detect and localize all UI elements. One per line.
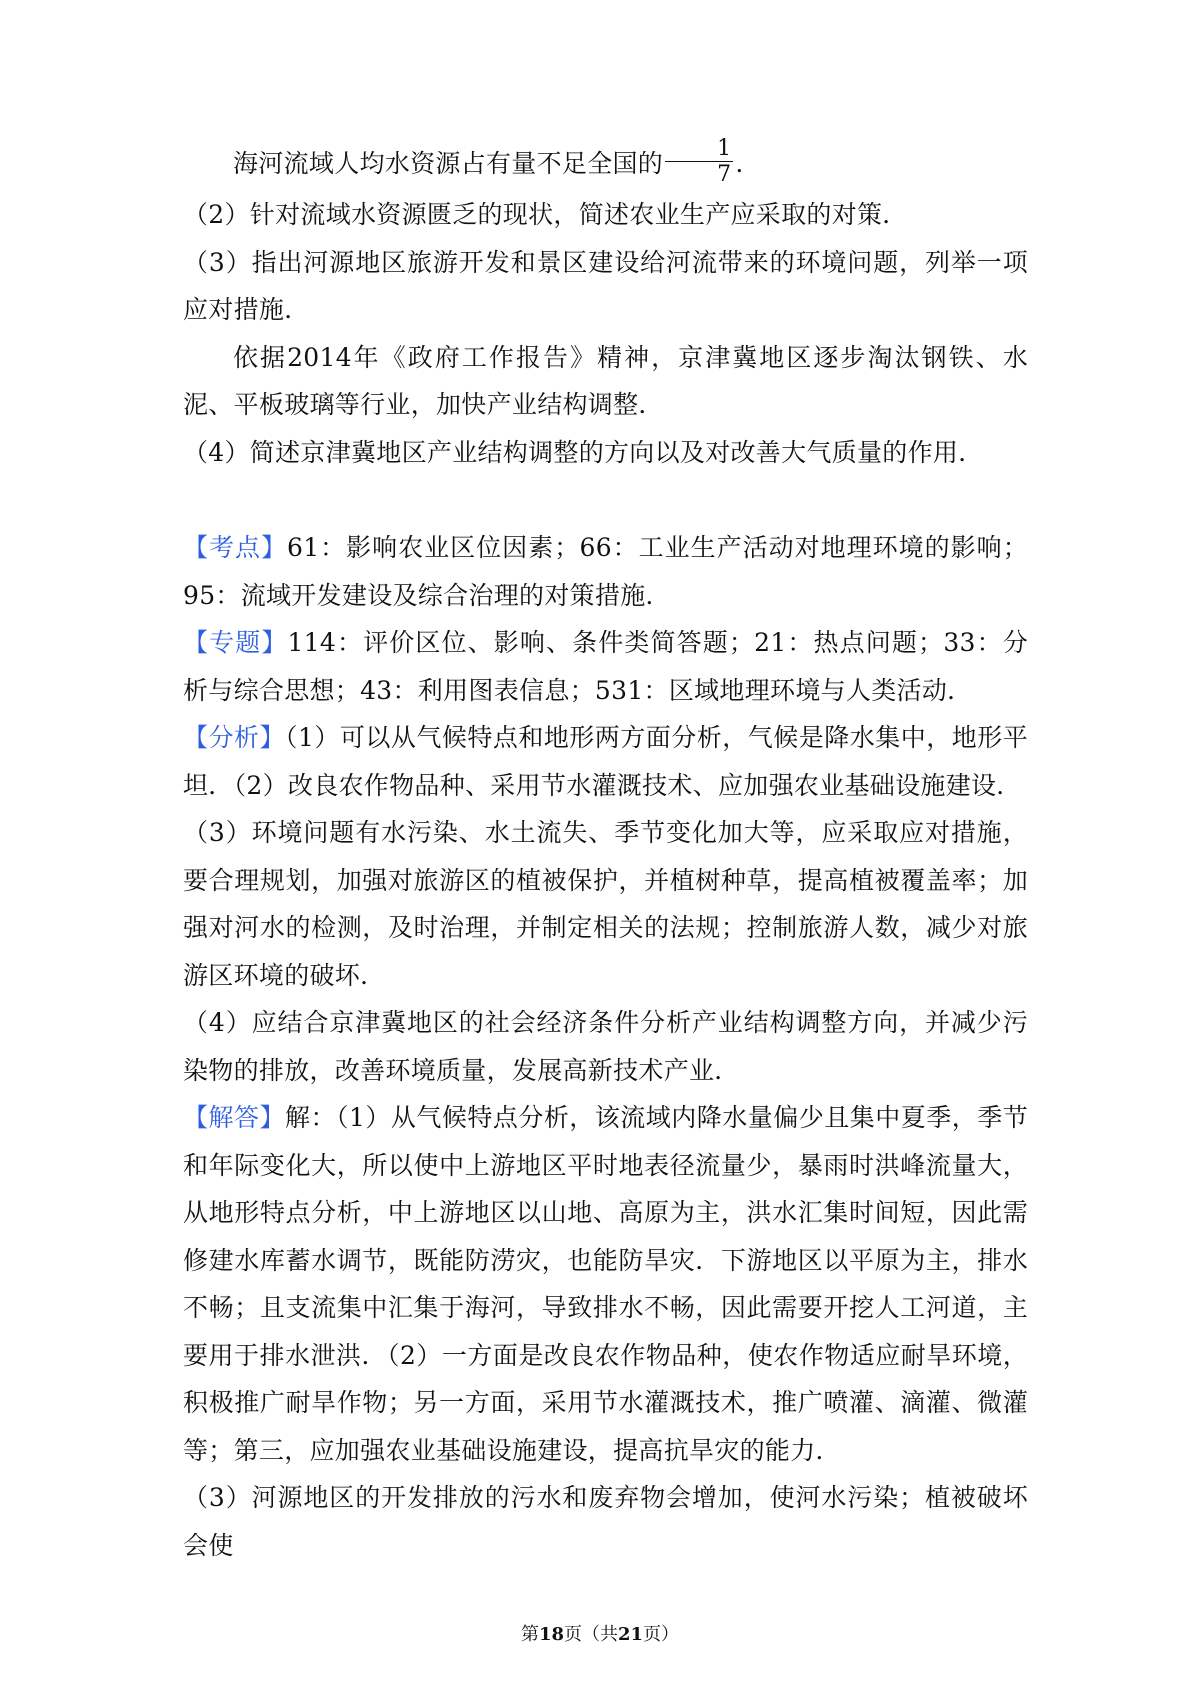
footer-middle: 页（共 [564, 1624, 618, 1645]
footer-page-number: 18 [538, 1624, 564, 1645]
fenxi-paragraph [183, 714, 1028, 809]
jieda-text-1: 解：（1）从气候特点分析，该流域内降水量偏少且集中夏季，季节和年际变化大，所以使中上游地区平时地表径流量少，暴雨时洪峰流量大，从地形特点分析，中上游地区以山地、高原为主，洪水汇集时间短，因此需修建水库蓄水调节，既能防涝灾，也能防旱灾．下游地区以平原为主，排水不畅；且支流集中汇集于海河，导致排水不畅，因此需要开挖人工河道，主要用于排水泄洪．（2）一方面是改良农作物品种，使农作物适应耐旱环境，积极推广耐旱作物；另一方面，采用节水灌溉技术，推广喷灌、滴灌、微灌等；第三，应加强农业基础设施建设，提高抗旱灾的能力． [183, 1103, 1028, 1465]
footer-total-pages: 21 [618, 1624, 644, 1645]
fraction-numerator: 1 [665, 136, 733, 162]
jieda-text-2: （3）河源地区的开发排放的污水和废弃物会增加，使河水污染；植被破坏会使 [183, 1483, 1028, 1560]
page-footer [0, 1620, 1200, 1646]
section-gap [183, 476, 1028, 524]
zhuanti-label: 【专题】 [183, 628, 288, 657]
jieda-paragraph [183, 1094, 1028, 1474]
fenxi-text-1: （1）可以从气候特点和地形两方面分析，气候是降水集中，地形平坦．（2）改良农作物品种、采用节水灌溉技术、应加强农业基础设施建设． [183, 723, 1028, 800]
kaodian-label: 【考点】 [183, 533, 288, 562]
zhuanti-text: 114：评价区位、影响、条件类简答题；21：热点问题；33：分析与综合思想；43：利用图表信息；531：区域地理环境与人类活动． [183, 628, 1028, 705]
question-3: （3）指出河源地区旅游开发和景区建设给河流带来的环境问题，列举一项应对措施． [183, 247, 1028, 324]
kaodian-paragraph [183, 524, 1028, 619]
fenxi-label: 【分析】 [183, 723, 285, 752]
fenxi-text-3: （4）应结合京津冀地区的社会经济条件分析产业结构调整方向，并减少污染物的排放，改善环境质量，发展高新技术产业． [183, 1008, 1028, 1085]
page-content [183, 136, 1028, 1569]
jieda-label: 【解答】 [183, 1103, 285, 1132]
question-4: （4）简述京津冀地区产业结构调整的方向以及对改善大气质量的作用． [183, 437, 984, 467]
fraction [665, 136, 733, 187]
fact-line-text: 海河流域人均水资源占有量不足全国的 [233, 149, 664, 178]
footer-suffix: 页） [643, 1624, 680, 1645]
kaodian-text: 61：影响农业区位因素；66：工业生产活动对地理环境的影响；95：流域开发建设及综合治理的对策措施． [183, 533, 1028, 610]
fact-line [183, 136, 1028, 191]
question-2: （2）针对流域水资源匮乏的现状，简述农业生产应采取的对策． [183, 200, 908, 229]
footer-prefix: 第 [520, 1624, 539, 1645]
fenxi-text-2: （3）环境问题有水污染、水土流失、季节变化加大等，应采取应对措施，要合理规划，加强对旅游区的植被保护，并植树种草，提高植被覆盖率；加强对河水的检测，及时治理，并制定相关的法规；控制旅游人数，减少对旅游区环境的破坏． [183, 818, 1028, 990]
fact-line-suffix: . [735, 149, 744, 178]
zhuanti-paragraph [183, 619, 1028, 714]
fraction-denominator: 7 [717, 162, 732, 187]
question-intro: 依据2014年《政府工作报告》精神，京津冀地区逐步淘汰钢铁、水泥、平板玻璃等行业，加快产业结构调整． [183, 342, 1028, 419]
